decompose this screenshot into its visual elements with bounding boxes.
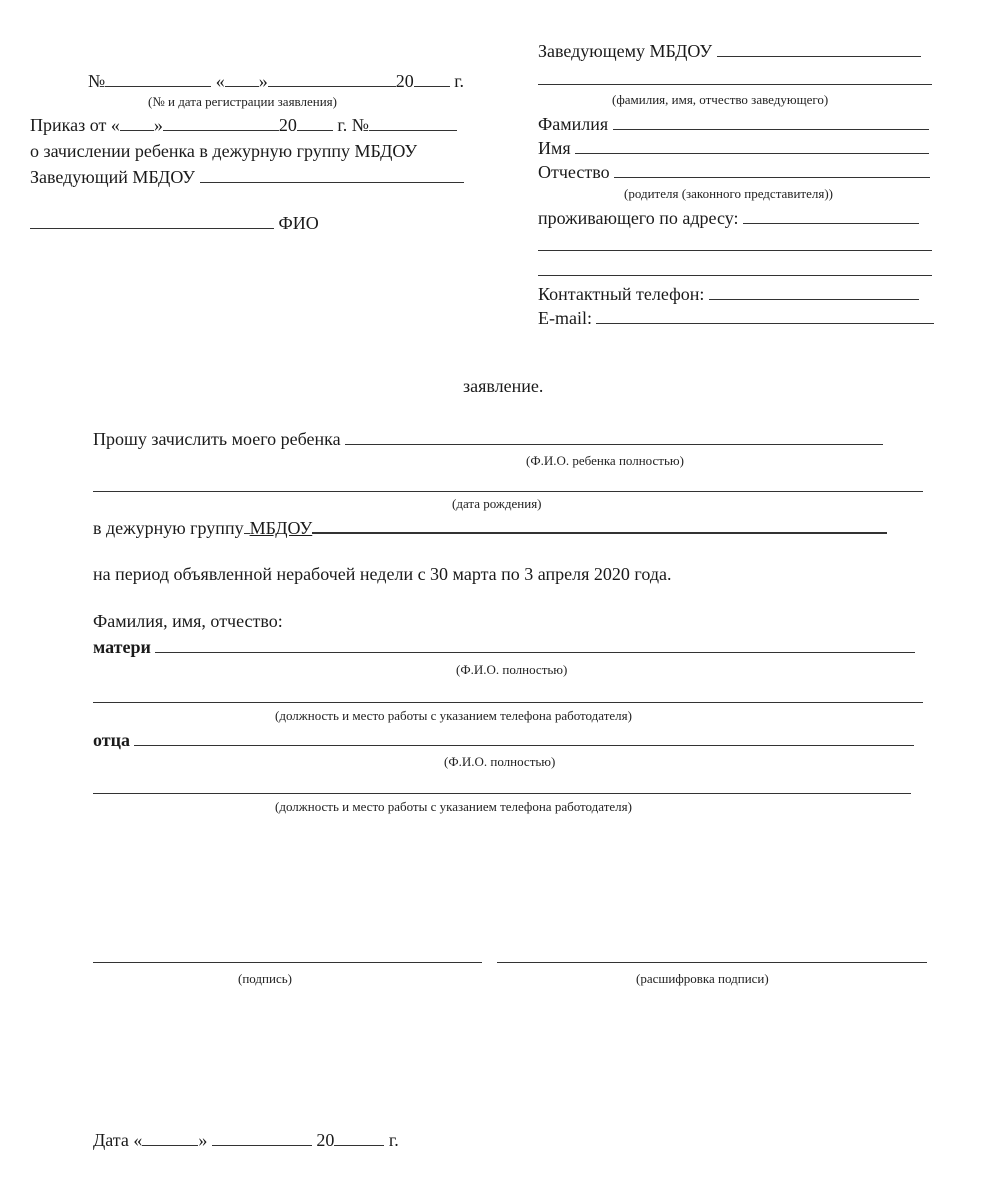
fio-label: ФИО [278,213,319,233]
address-field-line-3[interactable] [538,275,932,276]
year-prefix: 20 [278,115,297,135]
phone-label: Контактный телефон: [538,284,705,304]
group-field[interactable] [312,516,887,534]
mother-caption: (Ф.И.О. полностью) [456,662,568,677]
registration-month-field[interactable] [268,70,396,87]
surname-line [538,113,929,135]
signature-decode-caption: (расшифровка подписи) [636,971,769,986]
child-caption: (Ф.И.О. ребенка полностью) [526,453,684,468]
surname-label: Фамилия [538,114,609,134]
signature-caption: (подпись) [238,971,292,986]
registration-caption: (№ и дата регистрации заявления) [148,94,337,109]
year-suffix: г. [388,1130,399,1150]
group-value: МБДОУ [249,518,313,538]
date-of-birth-field[interactable] [93,491,923,492]
phone-line [538,283,919,305]
year-prefix: 20 [316,1130,335,1150]
email-label: E-mail: [538,308,592,328]
mother-line [93,636,915,658]
date-month-field[interactable] [212,1129,312,1146]
order-line [30,114,457,136]
father-line [93,729,914,751]
father-caption: (Ф.И.О. полностью) [444,754,556,769]
patronymic-line [538,161,930,183]
name-field[interactable] [575,137,929,154]
order-day-field[interactable] [120,114,154,131]
father-label: отца [93,730,130,750]
father-job-caption: (должность и место работы с указанием телефона работодателя) [275,799,632,814]
request-line [93,428,883,450]
date-day-field[interactable] [142,1129,198,1146]
signature-decode-field[interactable] [497,962,927,963]
mother-job-field[interactable] [93,702,923,703]
order-label: Приказ от « [30,115,120,135]
order-number-label: г. № [337,115,369,135]
addressee-line [538,40,921,62]
order-month-field[interactable] [163,114,279,131]
head-fio-field[interactable] [30,212,274,229]
period-text: на период объявленной нерабочей недели с 30 марта по 3 апреля 2020 года. [93,564,672,584]
quote-close: » [153,115,163,135]
address-line [538,207,919,229]
head-label: Заведующий МБДОУ [30,167,196,187]
addressee-caption: (фамилия, имя, отчество заведующего) [612,92,829,107]
group-label: в дежурную группу [93,518,244,538]
quote-close: » [258,71,268,91]
dob-caption: (дата рождения) [452,496,542,511]
registration-day-field[interactable] [225,70,259,87]
registration-line [88,70,464,92]
surname-field[interactable] [613,113,929,130]
name-line [538,137,929,159]
group-line [93,516,887,539]
order-subject: о зачислении ребенка в дежурную группу МБДОУ [30,141,418,161]
mother-name-field[interactable] [155,636,915,653]
date-line [93,1129,399,1151]
address-field[interactable] [743,207,919,224]
number-sign: № [88,71,106,91]
date-year-field[interactable] [334,1129,384,1146]
mother-label: матери [93,637,151,657]
quote-open: « [215,71,225,91]
address-field-line-2[interactable] [538,250,932,251]
address-label: проживающего по адресу: [538,208,739,228]
child-name-field[interactable] [345,428,883,445]
email-field[interactable] [596,307,934,324]
year-suffix: г. [454,71,465,91]
father-name-field[interactable] [134,729,914,746]
fio-line [30,212,319,234]
year-prefix: 20 [395,71,414,91]
name-label: Имя [538,138,571,158]
registration-year-field[interactable] [414,70,450,87]
phone-field[interactable] [709,283,919,300]
date-label: Дата « [93,1130,143,1150]
order-year-field[interactable] [297,114,333,131]
patronymic-field[interactable] [614,161,930,178]
email-line [538,307,934,329]
addressee-name-field[interactable] [538,84,932,85]
order-number-field[interactable] [369,114,457,131]
head-signature-field[interactable] [200,166,464,183]
quote-close: » [198,1130,208,1150]
request-label: Прошу зачислить моего ребенка [93,429,341,449]
parents-heading: Фамилия, имя, отчество: [93,611,283,631]
document-title: заявление. [463,376,544,396]
addressee-field[interactable] [717,40,921,57]
registration-number-field[interactable] [105,70,211,87]
signature-field[interactable] [93,962,482,963]
head-line [30,166,464,188]
addressee-label: Заведующему МБДОУ [538,41,713,61]
patronymic-label: Отчество [538,162,610,182]
father-job-field[interactable] [93,793,911,794]
mother-job-caption: (должность и место работы с указанием телефона работодателя) [275,708,632,723]
parent-caption: (родителя (законного представителя)) [624,186,833,201]
